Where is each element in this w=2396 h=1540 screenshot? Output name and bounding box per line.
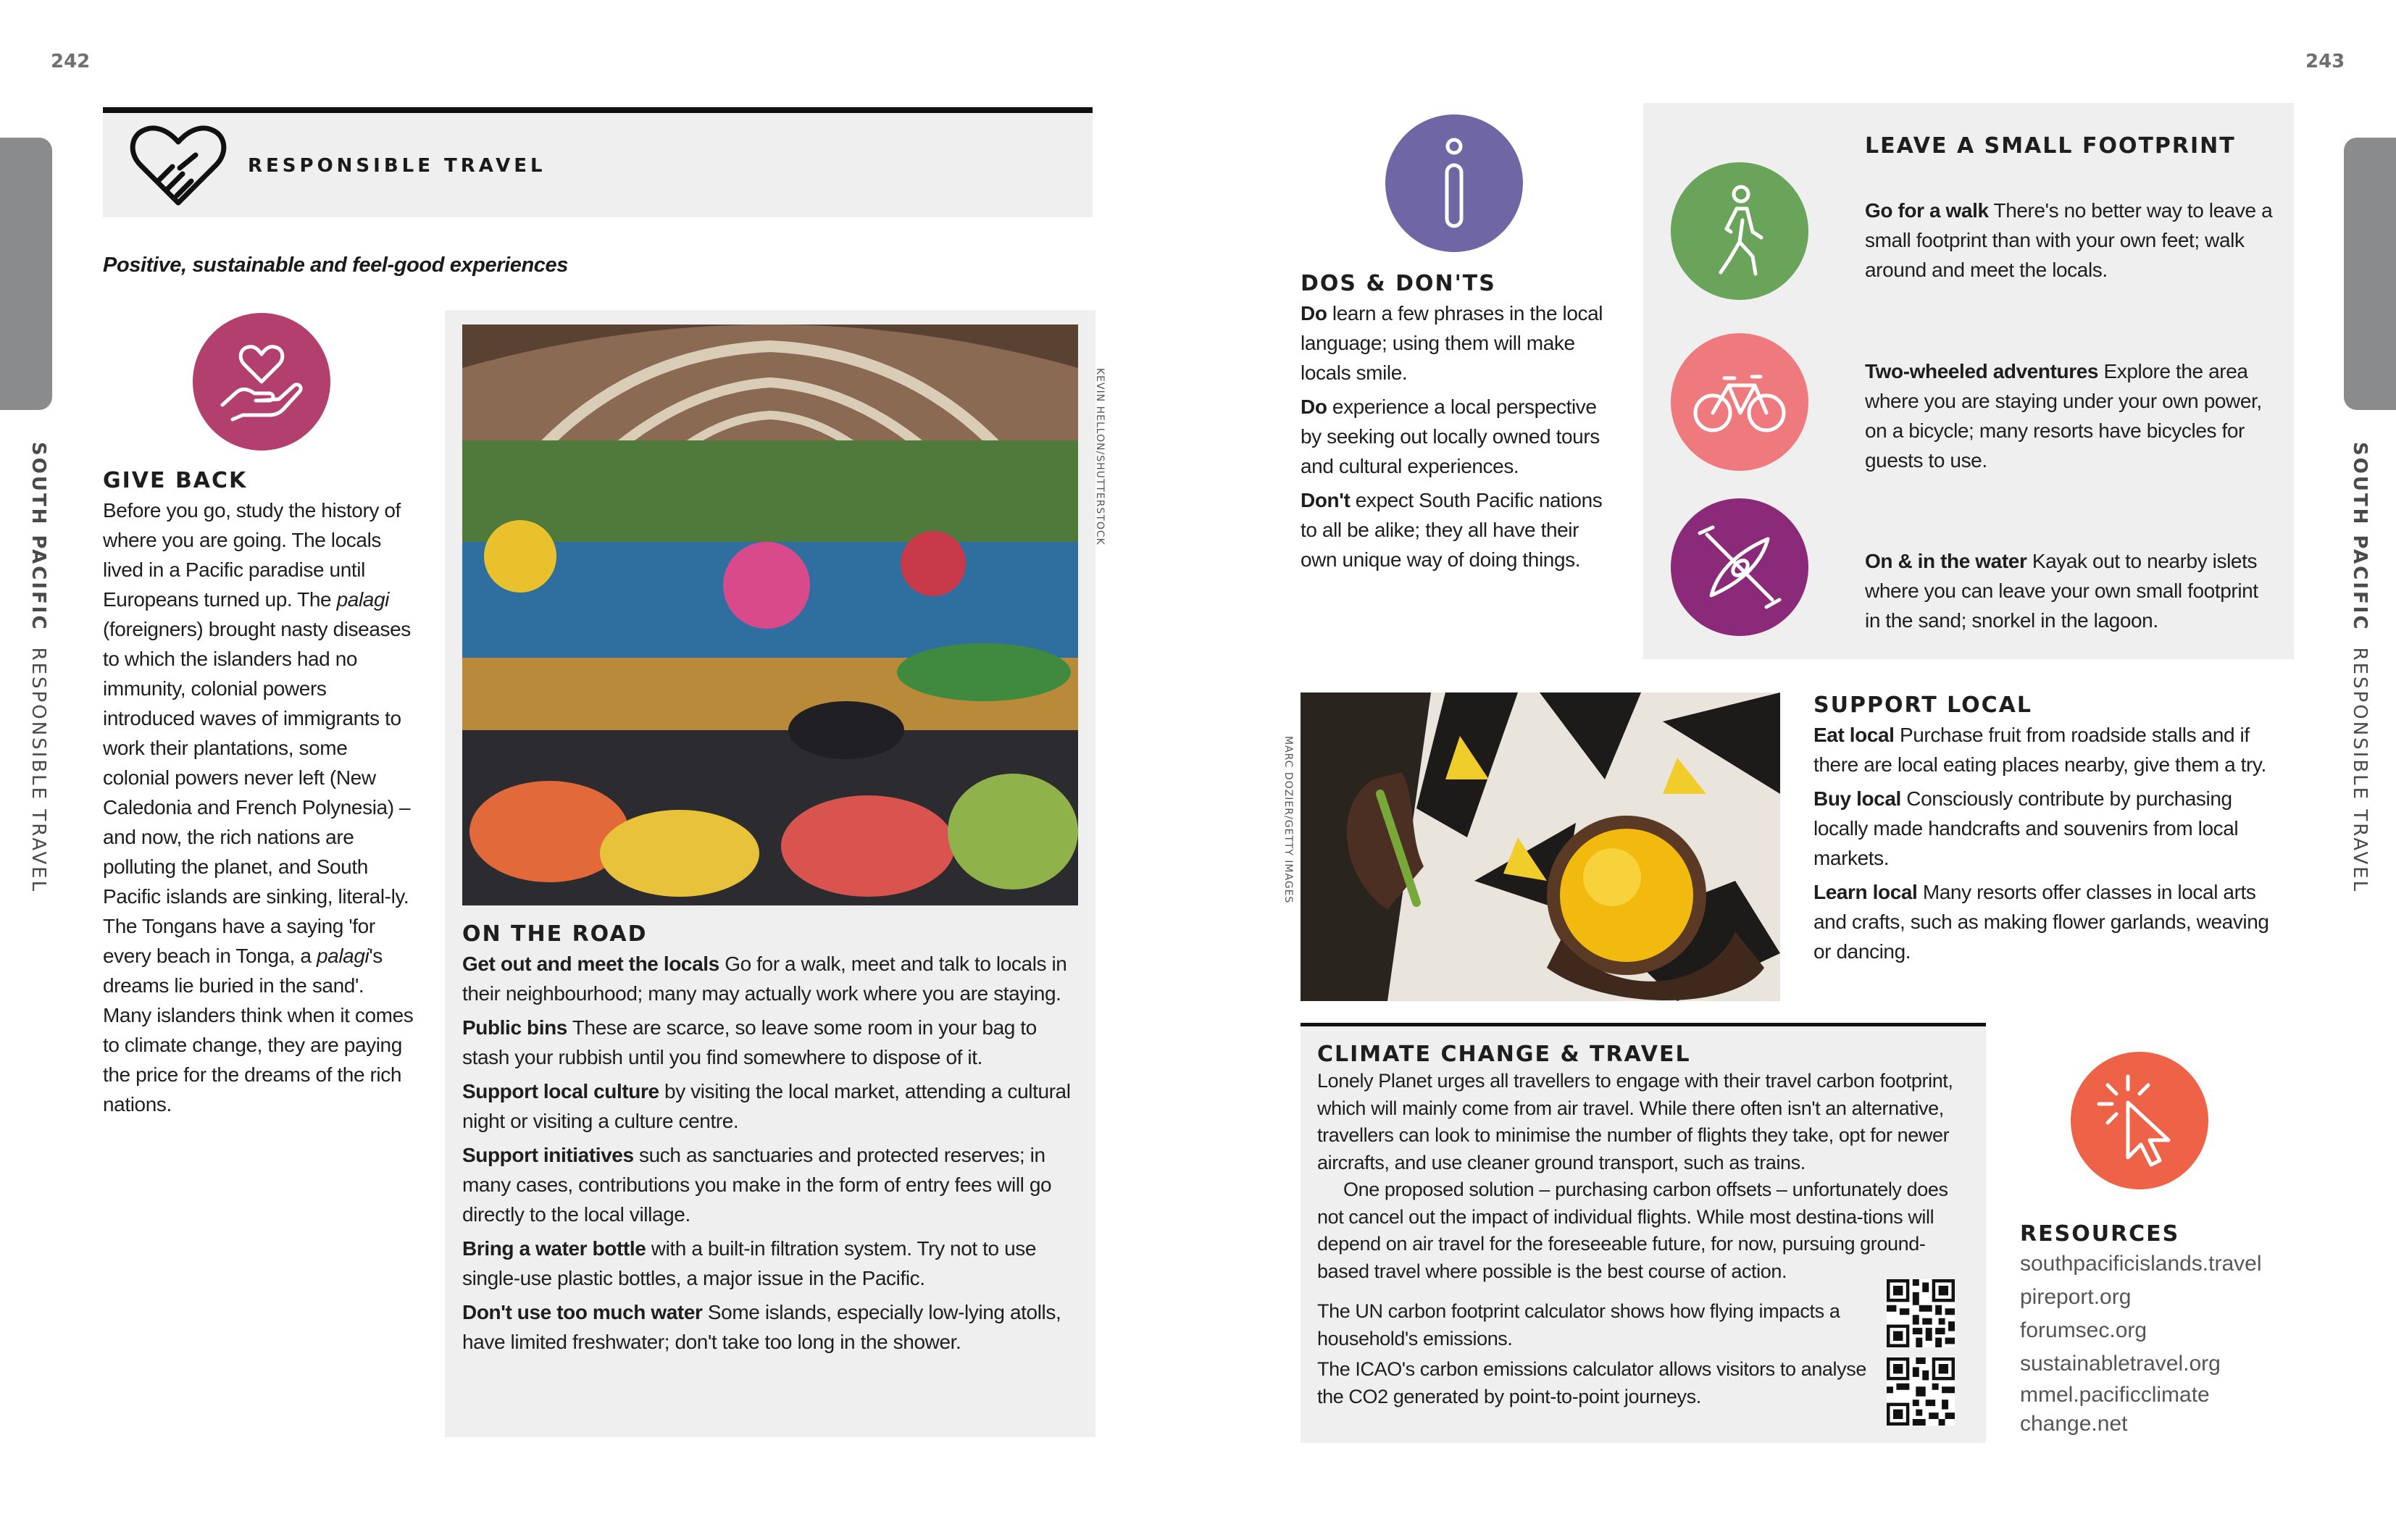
market-photo	[462, 325, 1078, 905]
info-icon-circle	[1385, 114, 1523, 252]
climate-text-2: One proposed solution – purchasing carbon offsets – unfortunately does not cancel out the impact of individual flights. While most destina-tions will depend on air travel for the foreseeable future, for now, pursuing ground-based travel where possible is the best course of action.	[1317, 1179, 1948, 1282]
on-the-road-item-text: Some islands, especially low-lying atolls, have limited freshwater; don't take too long in the shower.	[462, 1301, 1061, 1353]
footprint-item-text: Explore the area where you are staying under your own power, on a bicycle; many resorts have bicycles for guests to use.	[1865, 360, 2262, 472]
footprint-item-walk	[1865, 196, 2278, 285]
on-the-road-item-text: Go for a walk, meet and talk to locals in their neighbourhood; many may actually work where you are staying.	[462, 953, 1067, 1005]
on-the-road-item-bold: Get out and meet the locals	[462, 953, 719, 975]
coconut-photo	[1301, 692, 1780, 1001]
support-local-item-bold: Buy local	[1813, 787, 1901, 810]
resource-link[interactable]: sustainabletravel.org	[2020, 1352, 2221, 1376]
side-label-region: SOUTH PACIFIC	[28, 442, 49, 632]
footprint-item-kayak	[1865, 546, 2278, 635]
heart-hand-icon-circle	[193, 313, 330, 451]
on-the-road-item-bold: Don't use too much water	[462, 1301, 703, 1323]
footprint-item-bold: Two-wheeled adventures	[1865, 360, 2099, 382]
support-local-heading: SUPPORT LOCAL	[1813, 692, 2033, 718]
on-the-road-list	[462, 949, 1082, 1361]
qr-code-icon[interactable]	[1887, 1357, 1955, 1426]
give-back-em-1: palagi	[336, 588, 389, 611]
kayak-icon-circle	[1671, 498, 1808, 636]
dos-donts-item	[1301, 485, 1619, 574]
right-side-label	[2349, 442, 2371, 893]
on-the-road-item	[462, 1234, 1082, 1293]
page-number-left: 242	[51, 51, 91, 72]
footprint-item-text: Kayak out to nearby islets where you can leave your own small footprint in the sand; snorkel in the lagoon.	[1865, 550, 2258, 632]
on-the-road-item-text: such as sanctuaries and protected reserves; in many cases, contributions you make in the form of entry fees will go directly to the local village.	[462, 1144, 1052, 1226]
dos-donts-item-text: experience a local perspective by seeking out locally owned tours and cultural experiences.	[1301, 396, 1600, 477]
left-side-label	[28, 442, 49, 893]
give-back-text	[103, 495, 414, 1119]
give-back-text-1: Before you go, study the history of where you are going. The locals lived in a Pacific paradise until Europeans turned up. The	[103, 499, 401, 611]
footprint-item-bike	[1865, 356, 2278, 475]
dos-donts-item-bold: Do	[1301, 302, 1327, 325]
on-the-road-item	[462, 949, 1082, 1008]
support-local-item-text: Purchase fruit from roadside stalls and if there are local eating places nearby, give them a try.	[1813, 724, 2266, 776]
on-the-road-heading: ON THE ROAD	[462, 921, 648, 947]
resource-link[interactable]: pireport.org	[2020, 1285, 2132, 1309]
on-the-road-item	[462, 1076, 1082, 1136]
section-banner	[103, 107, 1093, 217]
footprint-item-bold: Go for a walk	[1865, 199, 1989, 222]
footprint-item-text: There's no better way to leave a small footprint than with your own feet; walk around and meet the locals.	[1865, 199, 2273, 281]
give-back-text-3: 's dreams lie buried in the sand'. Many islanders think when it comes to climate change, they are paying the price for the dreams of the rich nations.	[103, 945, 414, 1116]
dos-donts-item	[1301, 298, 1619, 388]
footprint-heading: LEAVE A SMALL FOOTPRINT	[1865, 133, 2236, 159]
resource-link[interactable]: southpacificislands.travel	[2020, 1252, 2262, 1276]
side-label-region-right: SOUTH PACIFIC	[2349, 442, 2371, 632]
support-local-item-text: Many resorts offer classes in local arts and crafts, such as making flower garlands, weaving or dancing.	[1813, 881, 2269, 963]
support-local-item-bold: Learn local	[1813, 881, 1918, 903]
dos-donts-item-text: expect South Pacific nations to all be alike; they all have their own unique way of doing things.	[1301, 489, 1603, 571]
side-label-section: RESPONSIBLE TRAVEL	[28, 647, 49, 894]
resources-list	[2020, 1247, 2295, 1439]
on-the-road-item	[462, 1013, 1082, 1072]
walking-icon	[1711, 184, 1769, 278]
walking-icon-circle	[1671, 162, 1808, 300]
dos-donts-item-text: learn a few phrases in the local language; using them will make locals smile.	[1301, 302, 1603, 384]
on-the-road-item	[462, 1297, 1082, 1357]
climate-icao-calculator: The ICAO's carbon emissions calculator allows visitors to analyse the CO2 generated by point-to-point journeys.	[1317, 1358, 1866, 1407]
qr-code-icon[interactable]	[1887, 1279, 1955, 1347]
on-the-road-item-bold: Public bins	[462, 1016, 567, 1039]
on-the-road-item-bold: Bring a water bottle	[462, 1237, 646, 1260]
banner-subtitle: Positive, sustainable and feel-good experiences	[103, 254, 568, 277]
on-the-road-item-text: by visiting the local market, attending a cultural night or visiting a culture centre.	[462, 1080, 1071, 1132]
on-the-road-item-bold: Support initiatives	[462, 1144, 634, 1166]
coconut-photo-credit: MARC DOZIER/GETTY IMAGES	[1282, 736, 1294, 904]
support-local-item-text: Consciously contribute by purchasing locally made handcrafts and souvenirs from local markets.	[1813, 787, 2239, 869]
dos-donts-heading: DOS & DON'TS	[1301, 271, 1496, 296]
dos-donts-item	[1301, 392, 1619, 481]
give-back-heading: GIVE BACK	[103, 468, 248, 493]
side-label-section-right: RESPONSIBLE TRAVEL	[2349, 647, 2371, 894]
give-back-em-2: palagi	[316, 945, 370, 967]
bicycle-icon-circle	[1671, 333, 1808, 471]
handshake-heart-icon	[128, 123, 229, 209]
dos-donts-item-bold: Do	[1301, 396, 1327, 418]
support-local-list	[1813, 720, 2292, 971]
support-local-item	[1813, 720, 2292, 779]
footprint-item-bold: On & in the water	[1865, 550, 2027, 572]
resource-link[interactable]: forumsec.org	[2020, 1318, 2147, 1342]
resource-link-continued[interactable]: change.net	[2020, 1412, 2128, 1436]
coconut-photo-image	[1301, 692, 1780, 1001]
bicycle-icon	[1692, 369, 1787, 435]
climate-text-1: Lonely Planet urges all travellers to engage with their travel carbon footprint, which will mainly come from air travel. While there often isn't an alternative, travellers can look to minimise the number of flights they take, opt for newer aircrafts, and use cleaner ground transport, such as trains.	[1317, 1070, 1953, 1173]
page-number-right: 243	[2305, 51, 2345, 72]
left-chapter-tab	[0, 138, 52, 410]
cursor-click-icon-circle	[2071, 1052, 2208, 1189]
on-the-road-item-text: These are scarce, so leave some room in your bag to stash your rubbish until you find somewhere to dispose of it.	[462, 1016, 1037, 1068]
support-local-item	[1813, 877, 2292, 966]
banner-title: RESPONSIBLE TRAVEL	[248, 155, 546, 177]
market-photo-credit: KEVIN HELLON/SHUTTERSTOCK	[1094, 368, 1106, 545]
resources-heading: RESOURCES	[2020, 1221, 2180, 1247]
cursor-click-icon	[2096, 1074, 2183, 1168]
kayak-icon	[1692, 520, 1787, 614]
support-local-item-bold: Eat local	[1813, 724, 1895, 746]
on-the-road-item-text: with a built-in filtration system. Try not to use single-use plastic bottles, a major issue in the Pacific.	[462, 1237, 1037, 1289]
dos-donts-list	[1301, 298, 1619, 579]
resource-link[interactable]: mmel.pacificclimate	[2020, 1383, 2210, 1407]
right-chapter-tab	[2344, 138, 2396, 410]
heart-hand-icon	[218, 338, 305, 425]
info-icon	[1432, 136, 1476, 230]
give-back-text-2: (foreigners) brought nasty diseases to which the islanders had no immunity, colonial powers introduced waves of immigrants to work their plantations, some colonial powers never left (New Caledonia and French Polynesia) – and now, the rich nations are polluting the planet, and South Pacific islands are sinking, literal-ly. The Tongans have a saying 'for every beach in Tonga, a	[103, 618, 411, 967]
climate-un-calculator: The UN carbon footprint calculator shows how flying impacts a household's emissions.	[1317, 1300, 1840, 1349]
climate-heading: CLIMATE CHANGE & TRAVEL	[1317, 1042, 1691, 1067]
on-the-road-item-bold: Support local culture	[462, 1080, 659, 1102]
market-photo-image	[462, 325, 1078, 905]
support-local-item	[1813, 784, 2292, 873]
on-the-road-item	[462, 1140, 1082, 1229]
dos-donts-item-bold: Don't	[1301, 489, 1351, 511]
